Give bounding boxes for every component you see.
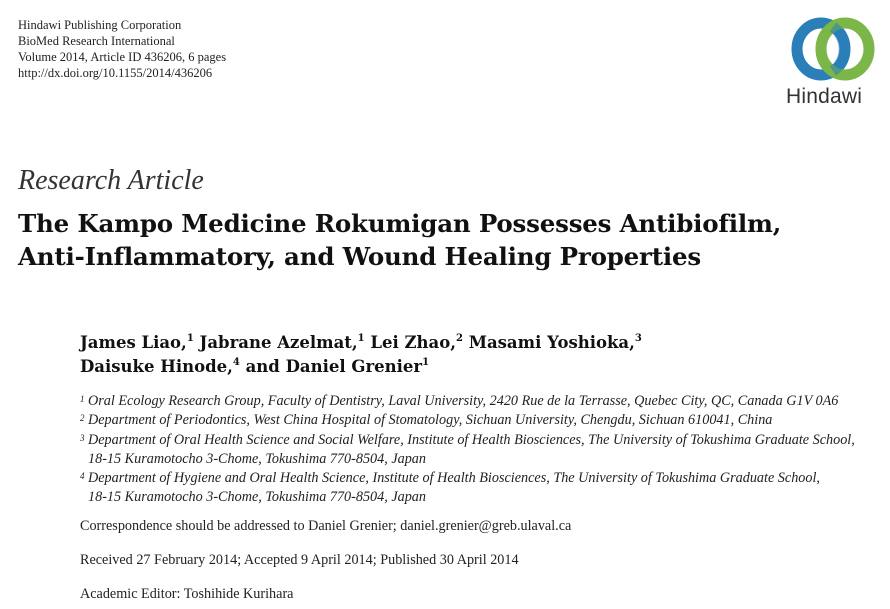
affiliation-item (80, 469, 880, 508)
title-line-2: Anti-Inflammatory, and Wound Healing Properties (18, 242, 701, 271)
author-name: Lei Zhao, (370, 333, 456, 352)
author-line-2 (80, 355, 870, 379)
affiliation-item (80, 392, 880, 411)
author-affil-sup: 2 (455, 333, 463, 344)
affiliation-text: Department of Periodontics, West China Hospital of Stomatology, Sichuan University, Chengdu, Sichuan 610041, China (88, 412, 773, 429)
author-name: Jabrane Azelmat, (199, 333, 358, 352)
academic-editor: Academic Editor: Toshihide Kurihara (80, 586, 294, 602)
volume-info: Volume 2014, Article ID 436206, 6 pages (18, 50, 227, 64)
author-affil-sup: 1 (186, 333, 194, 344)
affiliation-text: 18-15 Kuramotocho 3-Chome, Tokushima 770-8504, Japan (88, 489, 426, 506)
affiliation-item (80, 431, 880, 470)
hindawi-wordmark: Hindawi (786, 85, 863, 108)
author-affil-sup: 1 (357, 333, 365, 344)
author-affil-sup: 1 (422, 357, 430, 368)
doi-link[interactable]: http://dx.doi.org/10.1155/2014/436206 (18, 66, 213, 80)
author-name: Daniel Grenier (285, 357, 423, 376)
author-line-1 (80, 331, 870, 355)
article-type: Research Article (18, 165, 204, 196)
title-line-1: The Kampo Medicine Rokumigan Possesses Antibiofilm, (18, 209, 782, 238)
affiliation-text: Oral Ecology Research Group, Faculty of Dentistry, Laval University, 2420 Rue de la Terrasse, Quebec City, QC, Canada G1V 0A6 (88, 393, 839, 409)
journal-header (18, 17, 226, 81)
journal-name: BioMed Research International (18, 34, 175, 48)
affiliation-number: 4 (80, 471, 85, 482)
affiliation-list (80, 392, 880, 508)
correspondence-note: Correspondence should be addressed to Daniel Grenier; daniel.grenier@greb.ulaval.ca (80, 518, 572, 534)
affiliation-text: Department of Hygiene and Oral Health Science, Institute of Health Biosciences, The University of Tokushima Graduate School, (88, 470, 820, 487)
affiliation-text: Department of Oral Health Science and Social Welfare, Institute of Health Biosciences, The University of Tokushima Graduate School, (88, 431, 855, 448)
publisher-name: Hindawi Publishing Corporation (18, 18, 182, 32)
author-affil-sup: 3 (634, 333, 642, 344)
publication-dates: Received 27 February 2014; Accepted 9 April 2014; Published 30 April 2014 (80, 552, 519, 568)
author-name: Masami Yoshioka, (468, 333, 635, 352)
affiliation-number: 3 (80, 432, 85, 443)
author-name: James Liao, (80, 333, 187, 352)
affiliation-item (80, 411, 880, 430)
article-title (18, 207, 878, 273)
affiliation-text: 18-15 Kuramotocho 3-Chome, Tokushima 770-8504, Japan (88, 450, 426, 467)
affiliation-number: 1 (80, 394, 85, 404)
author-name: Daisuke Hinode, (80, 357, 233, 376)
author-affil-sup: 4 (232, 357, 240, 368)
author-conjunction: and (245, 357, 280, 376)
affiliation-number: 2 (80, 413, 85, 424)
hindawi-rings-icon (788, 16, 878, 82)
hindawi-logo[interactable] (784, 16, 880, 110)
author-list (80, 331, 870, 379)
